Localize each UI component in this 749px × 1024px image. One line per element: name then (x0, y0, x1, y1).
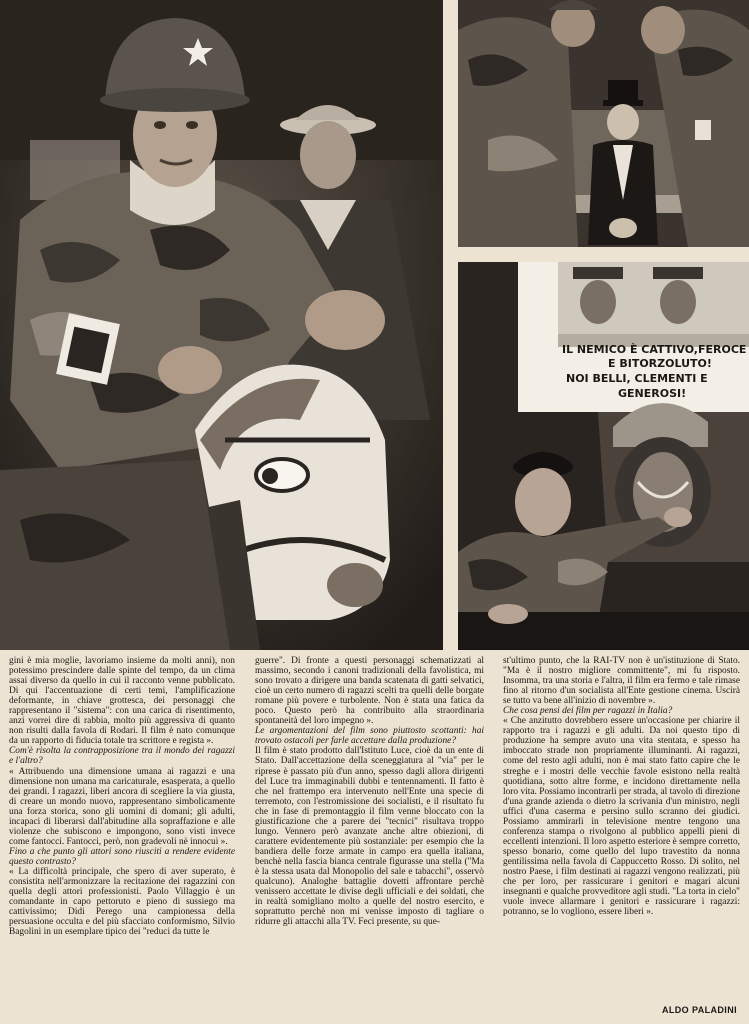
paragraph: « Attribuendo una dimensione umana ai ragazzi e una dimensione non umana ma caricaturale, esasperata, a quello dei grandi. I ragazzi, liberi ancora di scegliere la via giusta, di creare un mondo nuovo, rappresentano simbolicamente una forza storica, sono gli uomini di domani; gli adulti, incapaci di liberarsi dall'abitudine alla sopraffazione e alle violenze che subiscono e impongono, sono visti invece come fantocci. Fantocci, però, non gradevoli nè innocui ». (9, 766, 235, 847)
paragraph: « La difficoltà principale, che spero di aver superato, è consistita nell'armonizzare la recitazione dei ragazzini con quella degli attori professionisti. Paolo Villaggio è un comandante in capo pettoruto e pieno di sussiego ma cattivissimo; Didi Perego una campionessa della persuasione occulta e del più sfacciato conformismo, Silvio Bagolini in un esemplare tipico dei "reduci da tutte le (9, 866, 235, 938)
interview-question: Com'è risolta la contrapposizione tra il mondo dei ragazzi e l'altro? (9, 746, 235, 767)
interview-question: Le argomentazioni del film sono piuttosto scottanti: hai trovato ostacoli per farle accettare dalla produzione? (255, 726, 484, 747)
paragraph: gini è mia moglie, lavoriamo insieme da molti anni), non potessimo prescindere dalle spinte del tempo, da un clima assai diverso da quello in cui il racconto venne pubblicato. Di qui l'accentuazione di certi temi, l'amplificazione deformante, in chiave grottesca, dei personaggi che rappresentano il "sistema": con una carica di risentimento, anzi vorrei dire di rabbia, molto più aggressiva di quanto non risulti dalla favola di Rodari. Il film è nato comunque da un rapporto di fiducia totale tra scrittore e regista ». (9, 656, 235, 747)
interview-question: Fino a che punto gli attori sono riusciti a rendere evidente questo contrasto? (9, 846, 235, 867)
main-photo (0, 0, 443, 650)
top-right-photo (458, 0, 749, 247)
article-column-1 (9, 656, 235, 1020)
author-signature: ALDO PALADINI (661, 1005, 737, 1015)
paragraph: Il film è stato prodotto dall'Istituto Luce, cioè da un ente di Stato. Dall'accettazione della sceneggiatura al "via" per le riprese è passato più d'un anno, spesso dagli allora dirigenti del Luce tra immaginabili dubbi e tentennamenti. Il fatto è che nel frattempo era intervenuto nell'Ente una specie di terremoto, con l'estromissione dei socialisti, e il risultato fu che in fase di premontaggio il film venne bloccato con la giustificazione che a parere dei "tecnici" risultava troppo lungo. Vennero però avanzate anche altre obiezioni, di carattere evidentemente più sostanziale: per esempio che la bandiera delle forze armate in campo era quella italiana, benchè nella fascia bianca centrale figurasse una stella ("Ma è la stessa usata dal Monopolio del sale e tabacchi", osservò qualcuno). Analoghe battaglie dovetti affrontare perchè venissero accettate le divise degli ufficiali e dei soldati, che in realtà somigliano molto a quelle del nostro esercito, e soprattutto perchè non mi venisse imposto di tagliare o ridurre gli attacchi alla TV. Feci presente, su que- (255, 746, 484, 928)
general-on-rocking-horse-photo (0, 0, 443, 650)
soldiers-and-small-man-photo (458, 0, 749, 247)
poster-line-3: NOI BELLI, CLEMENTI E (566, 372, 708, 385)
paragraph: guerre". Di fronte a questi personaggi schematizzati al massimo, secondo i canoni tradizionali della favolistica, mi sono trovato a dirigere una banda scatenata di gatti selvatici, cioè un certo numero di ragazzi scelti tra quelli delle borgate romane più povere e turbolente. Non è stata una fatica da poco. Questo però ha contribuito alla straordinaria spontaneità del loro impegno ». (255, 656, 484, 727)
poster-line-1: IL NEMICO È CATTIVO,FEROCE (562, 343, 747, 356)
officer-with-poster-photo (458, 262, 749, 650)
article-column-2 (255, 656, 484, 1020)
interview-question: Che cosa pensi dei film per ragazzi in Italia? (503, 706, 673, 717)
paragraph: « Che anzitutto dovrebbero essere un'occasione per chiarire il rapporto tra i ragazzi e gli adulti. Da noi questo tipo di produzione ha sempre avuto una vita stentata, e spesso ha imboccato strade non propriamente illuminanti. Ai ragazzi, come del resto agli adulti, non è mai stato fatto capire che le streghe e i mostri delle vecchie favole esistono nella realtà quotidiana, sotto altre forme, e incidono direttamente nella loro vita. Possiamo incontrarli per strada, al tavolo di direzione d'una grande azienda o dietro la scrivania d'un ministro, negli uffici d'una caserma e persino sullo scranno dei giudici. Possiamo ammirarli in televisione mentre tengono una conferenza stampa o rivolgono al pubblico appelli pieni di eccellenti intenzioni. Il loro aspetto esteriore è sempre corretto, spesso bonario, come quello del lupo travestito da nonna gentilissima nella favola di Cappuccetto Rosso. Di solito, nel nostro Paese, i film destinati ai ragazzi vengono realizzati, più che per loro, per rassicurare i genitori e magari alcuni insegnanti e qualche provveditore agli studi. "La torta in cielo" vuole invece allarmare i genitori e rassicurare i ragazzi: potranno, se lo vogliono, essere liberi ». (503, 716, 740, 918)
poster-line-2: E BITORZOLUTO! (608, 357, 712, 370)
bottom-right-photo (458, 262, 749, 650)
article-column-3 (503, 656, 740, 1020)
poster-line-4: GENEROSI! (618, 387, 687, 400)
paragraph: st'ultimo punto, che la RAI-TV non è un'istituzione di Stato. "Ma è il nostro migliore committente", mi fu risposto. Insomma, tra una storia e l'altra, il film era fermo e tale rimase fino al ritorno d'un socialista all'Ente gestione cinema. Uscirà se tutto va bene all'inizio di novembre ». (503, 656, 740, 707)
